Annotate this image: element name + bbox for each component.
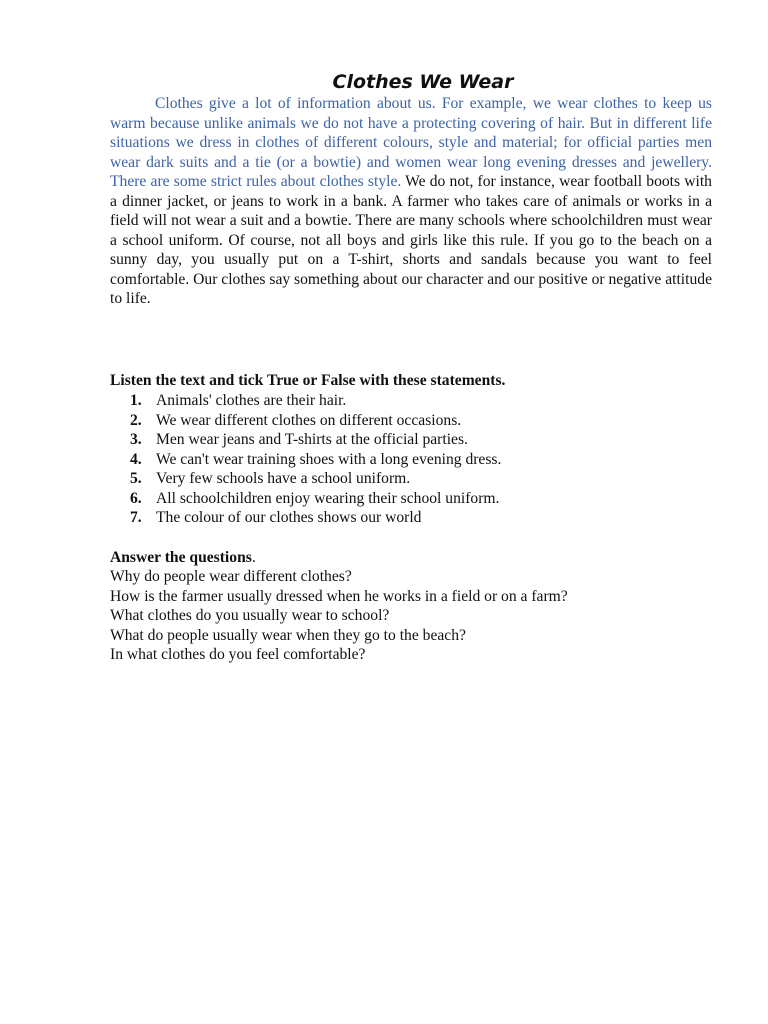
question-item: In what clothes do you feel comfortable? (110, 646, 366, 663)
statement-text: Animals' clothes are their hair. (156, 392, 347, 409)
statement-text: Men wear jeans and T-shirts at the official parties. (156, 431, 468, 448)
statement-text: All schoolchildren enjoy wearing their school uniform. (156, 489, 500, 507)
statement-item (130, 508, 501, 528)
statement-number: 3. (130, 431, 142, 448)
statement-number: 2. (130, 411, 142, 429)
true-false-list (130, 391, 501, 528)
question-item: How is the farmer usually dressed when he works in a field or on a farm? (110, 587, 568, 605)
statement-item (130, 450, 501, 470)
statement-item (130, 469, 501, 489)
statement-text: Very few schools have a school uniform. (156, 470, 411, 487)
statement-text: The colour of our clothes shows our world (156, 509, 422, 526)
statement-number: 1. (130, 392, 142, 409)
passage-blue-text: Clothes give a lot of information about us. For example, we wear clothes to keep us warm because unlike animals we do not have a protecting covering of hair. But in different life situations we dress in clothes of different colours, style and material; for official parties men wear dark suits and a tie (or a bowtie) and women wear long evening dresses and jewellery. There are some strict rules about clothes style. (110, 95, 712, 190)
statement-item (130, 430, 501, 450)
questions-heading-bold: Answer the questions (110, 549, 252, 566)
statement-item (130, 411, 501, 431)
statement-text: We can't wear training shoes with a long evening dress. (156, 450, 502, 468)
statement-number: 7. (130, 509, 142, 526)
statement-number: 5. (130, 470, 142, 487)
questions-heading-tail: . (251, 549, 256, 566)
statement-number: 6. (130, 489, 142, 507)
questions-heading (110, 548, 256, 568)
true-false-heading: Listen the text and tick True or False with these statements. (110, 372, 506, 389)
questions-list (110, 567, 568, 665)
question-item: What do people usually wear when they go to the beach? (110, 626, 466, 644)
passage-black-text: We do not, for instance, wear football boots with a dinner jacket, or jeans to work in a bank. A farmer who takes care of animals or works in a field will not wear a suit and a bowtie. There are many schools where schoolchildren must wear a school uniform. Of course, not all boys and girls like this rule. If you go to the beach on a sunny day, you usually put on a T-shirt, shorts and sandals because you want to feel comfortable. Our clothes say something about our character and our positive or negative attitude to life. (110, 173, 712, 307)
reading-passage (110, 94, 712, 309)
document-title: Clothes We Wear (332, 71, 514, 93)
statement-text: We wear different clothes on different occasions. (156, 411, 462, 429)
question-item: Why do people wear different clothes? (110, 568, 352, 585)
statement-number: 4. (130, 450, 142, 468)
statement-item (130, 489, 501, 509)
question-item: What clothes do you usually wear to school? (110, 607, 390, 624)
statement-item (130, 391, 501, 411)
